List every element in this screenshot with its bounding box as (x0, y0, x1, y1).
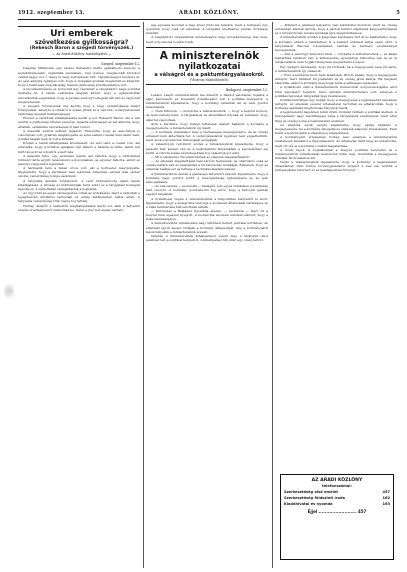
article2-headline-block (146, 47, 268, 85)
ad-subtitle: telefonszámai: (322, 484, 352, 488)
page-number: 5 (396, 10, 400, 16)
paragraph: A második tanú, egy szomszéd gazda, azt vallotta, hogy a vádlottakat többször látta együtt tanácskozni a korcsmában, és egyszer hallotta, amint az asszony vagyonáról beszéltek. (18, 153, 140, 166)
paragraph: — Mi a véleménye Excellenciádnak az ellenzék magatartásáról? (151, 154, 250, 159)
article1-continuation (146, 23, 268, 44)
paragraph: — Az ellenzék magatartását nem tartom helyesnek. Az obstrukció csak az ország kárára van és megbénítja a törvényhozás munkáját. Remélem, hogy az ellenzék belátja ezt és felhagy a technikai akadályozással. (146, 159, 268, 172)
article1-byline: — Az Aradi Közlöny tudósítójától — (51, 51, 112, 56)
paragraph: Délután a miniszterelnök kihallgatáson jelent meg a királynál, ahol jelentést tett a politikai helyzetről. A kihallgatás több mint egy óráig tartott. (146, 233, 268, 243)
paragraph: Politikai körökben úgy tudják, hogy a megegyezés a legközelebbi napokban létrejön. Az ellenzék vezérei értekezletet tartottak és elhatározták, hogy a kormány ajánlatát megfontolás tárgyává teszik. (275, 97, 397, 111)
article2-dateline: Budapest, szeptember 12. (225, 88, 268, 93)
paragraph: A nyilatkozat végén a miniszterelnök a külpolitikai helyzetről is szólt. Kijelentette, hogy a monarchia viszonya a szomszéd államokkal barátságos és a béke fenntartása biztosítottnak látszik. (146, 196, 268, 209)
paragraph: A miniszterelnök nyilatkozata nagy feltűnést keltett politikai körökben. Az ellenzéki lapok élesen bírálják a kormány álláspontját, míg a kormánypárti lapok helyeslik a miniszterelnök szavait. (146, 221, 268, 234)
paragraph: Arra a kérdésre, hogy milyen feltételek mellett hajlandó a kormány a megegyezésre, a miniszterelnök így felelt: (146, 121, 268, 130)
page-header (18, 8, 400, 18)
paragraph: Végül a miniszterelnök kijelentette, hogy a kormány a legközelebbi ülésszakban több fontos törvényjavaslatot terjeszt a ház elé, köztük a közigazgatási reformot és az iparfejlesztési törvényt. (275, 160, 397, 173)
paragraph: A választójogi reformról szólva a miniszterelnök kijelentette, hogy a javaslat már készen van és a legközelebbi ülésszakban a képviselőház elé kerül. A reform széles néprétegeknek fog választójogot adni. (146, 142, 268, 155)
column-divider (143, 22, 144, 568)
article1-subtitle: szövetkezése gyilkosságra? (34, 39, 129, 46)
paragraph: A legközelebbi napokban tehát döntő fordulat várható a politikai életben. A közvélemény nagy feszültséggel várja a tárgyalások eredményét, mert attól függ az ország sorsa a legközelebbi években. (275, 110, 397, 123)
article3-body (275, 23, 397, 173)
paragraph: — Nem titkolom, — mondotta a miniszterelnök, — hogy a helyzet komoly, de nem reménytelen. A tárgyalások az ellenzékkel folynak és remélem, hogy sikerrel végződnek. (146, 109, 268, 122)
paragraph: Izsépfán Márkusné, egy összes tiszteletre méltó gazdálkodó asszony, a legtekintélyesebb családnak szemében, régi nemes, megbecsült birtokos család tagja, hol ő maga is nagy befolyással birt, öngyilkosságot követett el. Az eset annyira rejtélyes volt, hogy a vizsgálat azonnal megindult és kiderült, hogy a halál nem öngyilkosság, hanem gyilkosság következménye volt. (18, 66, 140, 88)
phone-numbers-box (280, 474, 394, 560)
paragraph: Ezután a tanúk kihallgatása következett. Az első tanú a cseléd volt, aki elmondta, hogy a kritikus éjszakán zajt hallott a házban és látta, amint két férfi távozott az udvarról a kert felé. (18, 141, 140, 154)
article2-subtitle: nyilatkozatai (178, 61, 241, 72)
ad-row (284, 501, 390, 507)
column-1 (18, 23, 140, 212)
paragraph: ség egyenes kocsival a meg közel jönni kis tanyára, mert a felügyelő úgy gondolta, hogy csak ott lehetnek. A vizsgálat eredménye ezután rövidesen kiderült. (146, 23, 268, 36)
ad-row-value: 163 (382, 502, 390, 506)
paragraph: A tárgyalás délután folytatódott. A védő indítványozta újabb tanúk kihallgatását, a bíróság az indítványnak helyt adott és a tárgyalást holnapra napolta el. A vádlottakat visszakísérték a fogházba. (18, 178, 140, 191)
ad-row-value: 162 (382, 496, 390, 500)
article1-dateline: Szeged, szeptember 12. (101, 62, 140, 66)
column-3 (275, 23, 397, 173)
paragraph: A bécsi lapok is foglalkoznak a magyar politikai helyzettel és a miniszterelnök nyilatkozatát kedvezően ítélik meg. Szerintük a megegyezés mindkét fél érdekében áll. (275, 147, 397, 160)
article1-headline-block (18, 26, 140, 59)
paragraph: — Ami a pénzügyi helyzetet illeti, — folytatta a miniszterelnök — az állam háztartása rendben van, a költségvetés egyensúlya biztosítva van és az új adójavaslatok nem fogják túlságosan megterhelni a népet. (275, 52, 397, 65)
article2-byline: Fővárosi tudósítónktól. (190, 77, 229, 82)
column-2 (146, 23, 268, 242)
ad-row-label: Szerkesztőség földszinti iroda (284, 496, 345, 500)
paragraph: Egy újságíró kérdésére, hogy mi történik, ha a megegyezés nem jön létre, a miniszterelnök így válaszolt: (275, 64, 397, 73)
paragraph: — Különösen a Balkánon figyelünk éberen, — mondotta — mert ott a helyzet nem egészen nyugodt. A monarchia azonban mindent elkövet, hogy a béke fennmaradjon. (146, 208, 268, 222)
article1-body (18, 66, 140, 211)
paragraph: A miniszterelnök ezután a gazdasági helyzetről beszélt. Kijelentette, hogy a kormány nagy gondot fordít a mezőgazdaság fejlesztésére és az ipar támogatására. (146, 171, 268, 184)
column-divider (272, 22, 273, 568)
article1-title: Uri emberek (50, 29, 113, 39)
article2-body (146, 93, 268, 243)
paragraph: A következményes és bonyolult ügy részleteit a vizsgálóbíró nagy gonddal derítette ki. A tanúk vallomása alapján kitűnt, hogy a gyanúsítottak szövetkeztek egymással, hogy a gazdag asszonyt eltegyék láb alól és vagyonát megszerezzék. (18, 87, 140, 104)
ad-title: AZ ARADI KÖZLÖNY (311, 478, 363, 483)
paragraph: A harmadik tanú a falusi orvos volt, aki a holttestet megvizsgálta. Kijelentette, hogy a sérülések nem lehetnek önkezűek, azokat más ember okozta, valószínűleg tompa eszközzel. (18, 166, 140, 179)
paragraph: A miniszterelnök ezután a kiegyezés kérdésére tért át és kijelentette, hogy a kormány ebben a tekintetben is a nemzet érdekeit tartja szem előtt. A tárgyalások Béccsel folyamatban vannak és kedvező eredménnyel kecsegtetnek. (275, 35, 397, 52)
paper-stain (4, 280, 14, 302)
paragraph: A kormánypárt értekezlete holnap lesz, amelyen a miniszterelnök részletesen beszámol a tárgyalásokról. Az értekezlet iránt nagy az érdeklődés, mert ott dől el a kormány további magatartása. (275, 135, 397, 148)
paragraph: A szegedi törvényszék ma kezdte meg a nagy érdeklődéssel kísért főtárgyalást, amelyre a vidékről is sokan jöttek be a városba. A tárgyalóterem zsúfolásig megtelt hallgatósággal. (18, 103, 140, 117)
ad-row-value: 457 (382, 490, 390, 494)
ad-row-label: Szerkesztőség első emelet (284, 490, 338, 494)
paragraph: A nyilatkozat után a miniszterelnök visszavonult dolgozószobájába, ahol több képviselőt fogadott. Késő délután minisztertanács volt, amelyen a politikai helyzetet tárgyalták meg részletesen. (275, 85, 397, 98)
paragraph: — Erre a kérdésre most nem felelhetek. Bízom abban, hogy a megegyezés létrejön, mert mindkét fél jóakaratú és az ország javát akarja. Ha mégsem sikerülne, akkor a kormány meg fogja tenni a szükséges lépéseket. (275, 72, 397, 86)
paragraph: Az ellenzék egyik vezére kijelentette, hogy pártja hajlandó a megegyezésre, ha a kormány elfogadja az ellenzék alapvető követeléseit. Ezek közül a legfontosabb a választójog kiterjesztése. (275, 122, 397, 136)
article2-deck: a válságról és a paktumtárgyalásokról. (154, 71, 265, 78)
paragraph: — A kormány mindenkor kész a tisztességes megegyezésre, de az ország érdekeit nem áldozhatja fel. A véderőjavaslatok ügyében nem engedhetünk, mert azok a monarchia biztonságát szolgálják. (146, 130, 268, 143)
paragraph: A második vádlott szintén tagadott. Elmondta, hogy az asszonnyal jó viszonyban volt, gyakran meglátogatta és soha semmi rosszat nem akart neki. A halál napján nem is volt a faluban. (18, 128, 140, 142)
paragraph: — Mindezt a jelenlegi helyzetre való tekintettel mondom, mert az ország érdekében állónak tartom, hogy a pártok közötti ellentétek kiegyenlítődjenek és a törvényhozás rendes munkája újra megindulhasson. (275, 23, 397, 36)
article1-deck: (Rekesch Baron a szegedi törvényszék.) (29, 46, 134, 51)
ad-row-label: Kiadóhivatal és nyomda (284, 502, 333, 506)
newspaper-title: ARADI KÖZLÖNY. (179, 10, 239, 16)
paragraph: Az ügy iránt az egész vármegyében óriási az érdeklődés, mert a vádlottak a legelőkelőbb körökhöz tartoznak és eddig feddhetetlen életet éltek. A tárgyalás valószínűleg több napig fog tartani. (18, 191, 140, 204)
paragraph: A megindított vizsgálatnak mindenesetre nagy következménye lesz még, mert a nyomozás tovább folyik. (146, 35, 268, 44)
paragraph: Lukács László miniszterelnök ma délelőtt a Sándor-palotában fogadta a sajtó képviselőit és hosszabb nyilatkozatot tett a politikai helyzetről. A miniszterelnök kijelentette, hogy a kormány szilárdan áll és nem gondol lemondásra. (146, 92, 268, 110)
paragraph: Holnap délelőtt a szakértők meghallgatására kerül sor, akik a helyszíni szemle eredményeiről számolnak be. Ítélet a jövő hét elején várható. (18, 203, 140, 212)
article2-title: A miniszterelnök (159, 49, 260, 62)
ad-note: Éjjel ......................... 457 (307, 509, 367, 514)
paragraph: — Az idei termés — mondotta — kielégítő, bár egyes vidékeken a szárazság kárt okozott. A kormány gondoskodni fog arról, hogy a károsult gazdák segélyt kapjanak. (146, 184, 268, 197)
header-rule (18, 19, 400, 20)
issue-date: 1912. szeptember 13. (18, 10, 85, 16)
paragraph: Először a vádlottak kihallgatására került a sor. Rekesch Baron, aki a vád szerint a gyilkosság értelmi szerzője, tagadta bűnösségét és azt állította, hogy ártatlan, semmiféle szövetkezésről nem tudott. (18, 116, 140, 129)
